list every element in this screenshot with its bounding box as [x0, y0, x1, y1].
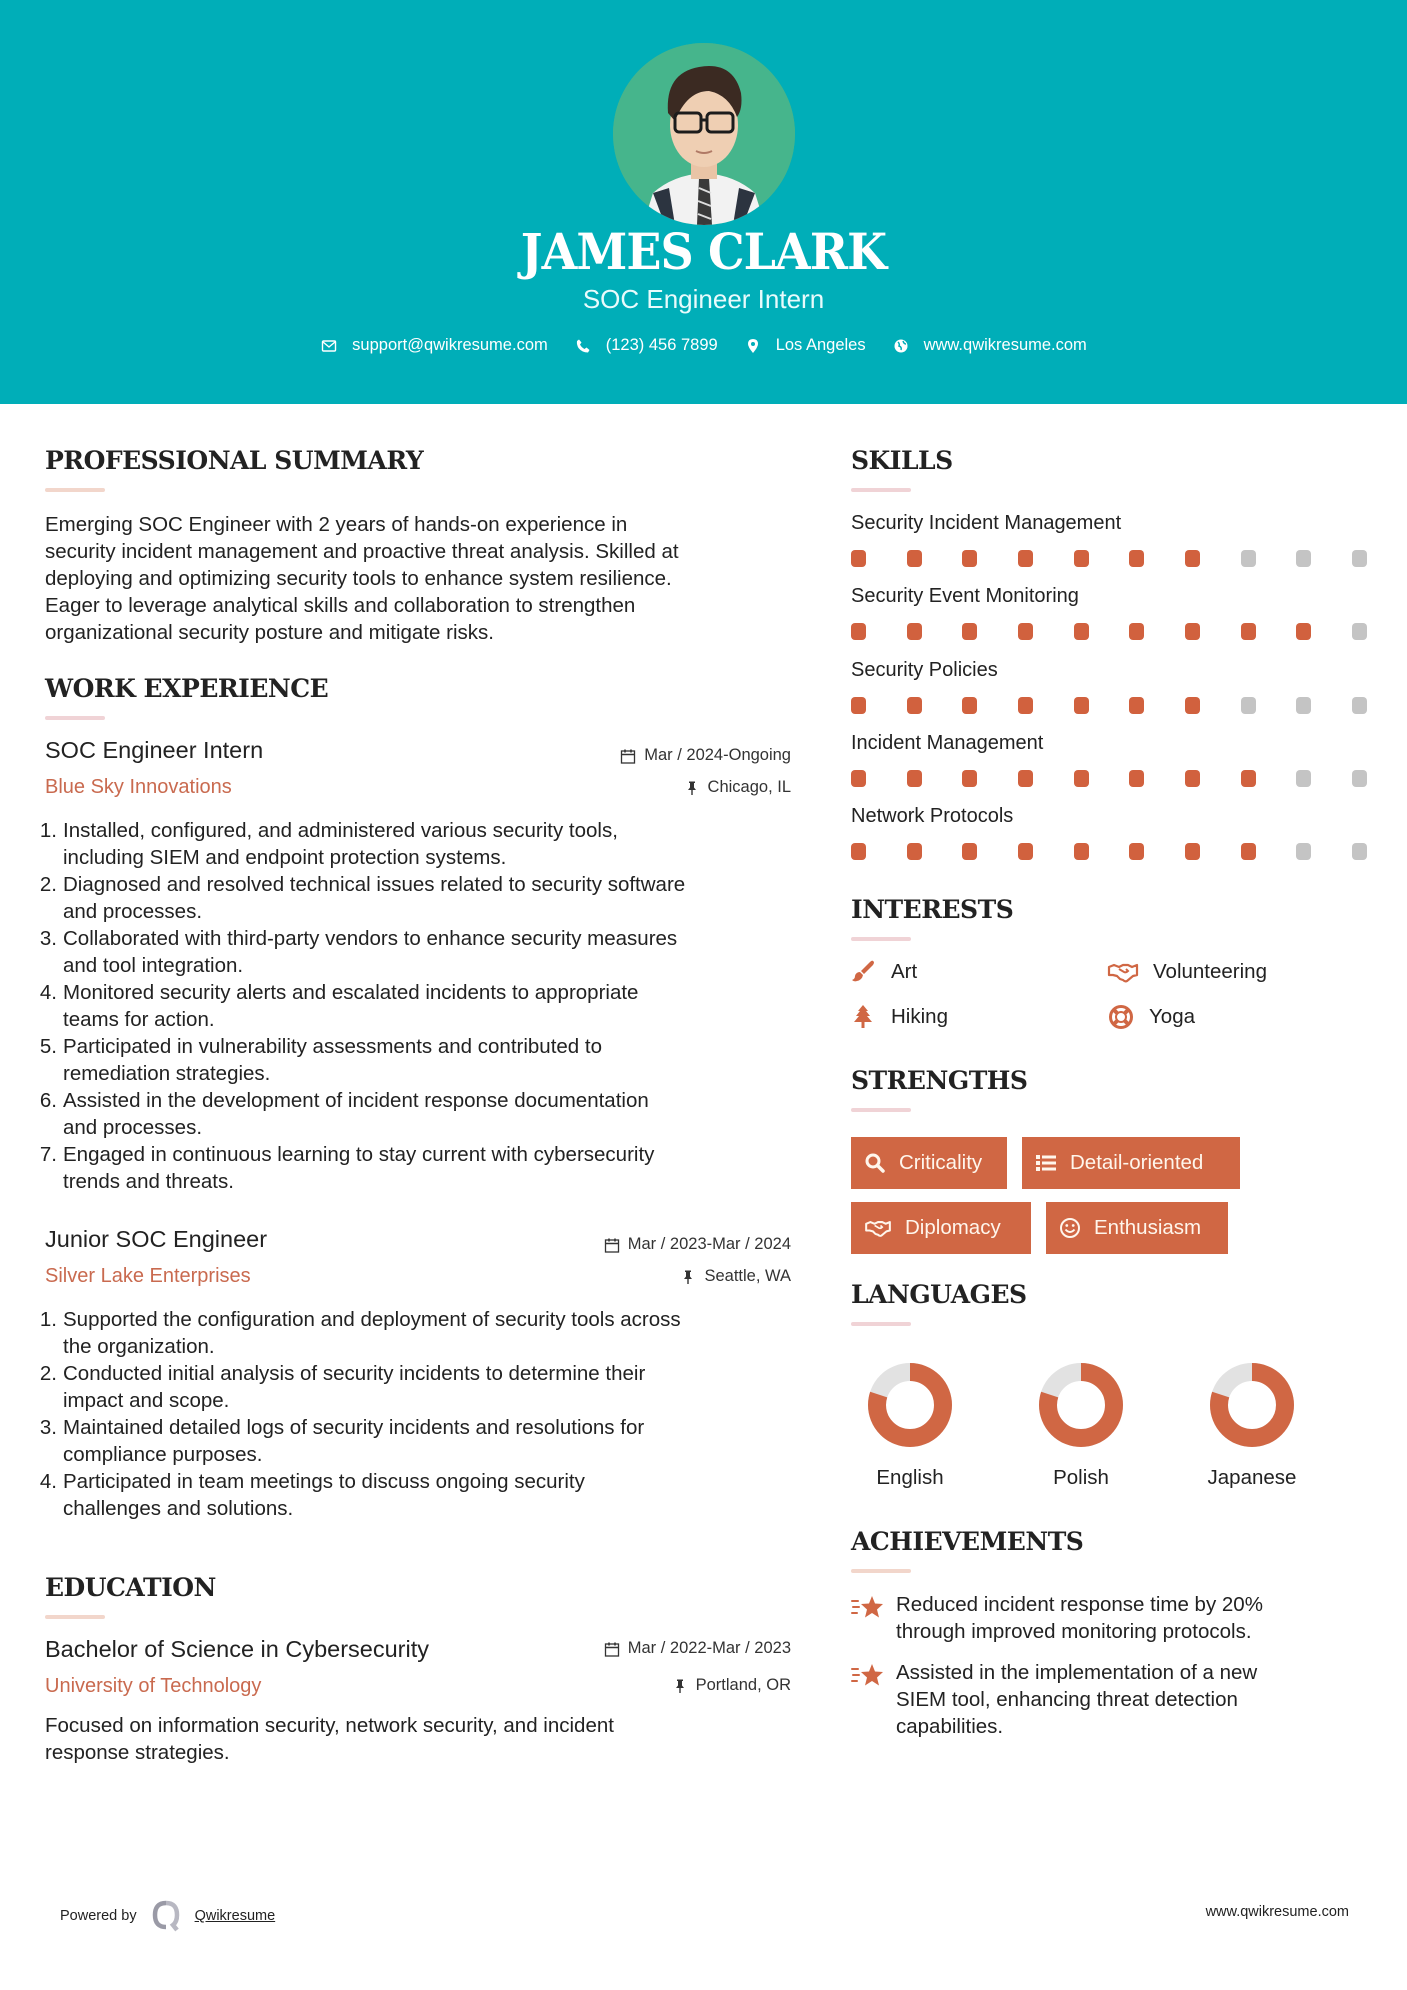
contact-bar: [0, 336, 1407, 355]
school-name: University of Technology: [45, 1675, 262, 1697]
contact-phone-text: (123) 456 7899: [605, 336, 718, 354]
job-dates-text: Mar / 2024-Ongoing: [644, 746, 791, 764]
language-donut-chart: [1036, 1360, 1126, 1450]
skill-dot-filled: [1018, 843, 1033, 860]
summary-line: Emerging SOC Engineer with 2 years of hands-on experience in: [45, 513, 628, 536]
skill-name: Security Incident Management: [851, 512, 1122, 534]
skill-dot-filled: [907, 623, 922, 640]
job-location: [680, 1267, 791, 1286]
skill-dot-filled: [907, 843, 922, 860]
skill-dot-filled: [851, 770, 866, 787]
skill-rating: [851, 843, 1367, 860]
skill-dot-filled: [1074, 623, 1089, 640]
skill-dot-filled: [1074, 550, 1089, 567]
skill-dot-filled: [907, 550, 922, 567]
achievement-item: Reduced incident response time by 20% through improved monitoring protocols.: [851, 1591, 1351, 1645]
skill-dot-filled: [1129, 697, 1144, 714]
skill-dot-filled: [1129, 550, 1144, 567]
section-divider: [851, 1108, 911, 1112]
section-title-education: EDUCATION: [45, 1573, 216, 1602]
skill-dot-empty: [1296, 770, 1311, 787]
skill-rating: [851, 770, 1367, 787]
section-title-summary: PROFESSIONAL SUMMARY: [45, 446, 424, 475]
company-name: Silver Lake Enterprises: [45, 1265, 251, 1287]
list-item: 3. Maintained detailed logs of security incidents and resolutions for compliance purposes.: [39, 1416, 645, 1466]
section-title-languages: LANGUAGES: [851, 1280, 1027, 1309]
skill-dot-filled: [1241, 843, 1256, 860]
candidate-name: JAMES CLARK: [520, 222, 887, 281]
contact-website-text: www.qwikresume.com: [923, 336, 1087, 354]
summary-text: [45, 511, 805, 646]
list-item: 1. Installed, configured, and administered various security tools, including SIEM and endpoint protection systems.: [39, 819, 618, 869]
skill-dot-filled: [907, 770, 922, 787]
map-marker-icon: [744, 337, 762, 355]
thumbtack-icon: [684, 780, 700, 796]
skill-dot-filled: [1018, 623, 1033, 640]
language-name: Japanese: [1207, 1466, 1297, 1489]
skill-dot-empty: [1352, 843, 1367, 860]
section-title-achievements: ACHIEVEMENTS: [851, 1527, 1084, 1556]
life-ring-icon: [1107, 1004, 1135, 1030]
job-dates-text: Mar / 2023-Mar / 2024: [627, 1235, 791, 1253]
skill-dot-filled: [907, 697, 922, 714]
skill-rating: [851, 550, 1367, 567]
skill-dot-empty: [1296, 843, 1311, 860]
strength-chip: Criticality: [851, 1137, 1007, 1189]
skill-rating: [851, 697, 1367, 714]
section-title-strengths: STRENGTHS: [851, 1066, 1028, 1095]
contact-email[interactable]: [320, 336, 548, 355]
language-item: [1011, 1360, 1151, 1490]
thumbtack-icon: [680, 1269, 696, 1285]
summary-line: Eager to leverage analytical skills and collaboration to strengthen: [45, 594, 636, 617]
list-icon: [1034, 1151, 1058, 1175]
skill-dot-empty: [1352, 770, 1367, 787]
calendar-icon: [620, 748, 636, 764]
skill-dot-filled: [1185, 843, 1200, 860]
language-item: [840, 1360, 980, 1490]
skill-dot-filled: [1185, 697, 1200, 714]
thumbtack-icon: [672, 1678, 688, 1694]
paint-brush-icon: [849, 959, 877, 985]
contact-phone[interactable]: [574, 336, 718, 355]
skill-dot-empty: [1241, 550, 1256, 567]
section-divider: [45, 716, 105, 720]
skill-dot-filled: [851, 697, 866, 714]
skill-dot-filled: [851, 623, 866, 640]
section-divider: [851, 488, 911, 492]
list-item: 7. Engaged in continuous learning to stay current with cybersecurity trends and threats.: [39, 1143, 655, 1193]
degree-title: Bachelor of Science in Cybersecurity: [45, 1636, 430, 1662]
skill-dot-filled: [962, 550, 977, 567]
skill-dot-filled: [1185, 550, 1200, 567]
skill-name: Security Policies: [851, 659, 998, 681]
skill-dot-filled: [1296, 623, 1311, 640]
envelope-icon: [320, 337, 338, 355]
skill-dot-filled: [962, 697, 977, 714]
list-item: 2. Diagnosed and resolved technical issues related to security software and processes.: [39, 873, 686, 923]
job-title: SOC Engineer Intern: [45, 737, 264, 763]
job-title: Junior SOC Engineer: [45, 1226, 268, 1252]
footer-powered-by: [60, 1900, 275, 1932]
education-dates-text: Mar / 2022-Mar / 2023: [627, 1639, 791, 1657]
section-divider: [45, 488, 105, 492]
strength-chip: Enthusiasm: [1046, 1202, 1228, 1254]
skill-dot-filled: [1185, 770, 1200, 787]
skill-dot-filled: [851, 550, 866, 567]
section-divider: [851, 937, 911, 941]
skill-dot-filled: [962, 770, 977, 787]
skill-dot-filled: [1241, 770, 1256, 787]
star-icon: [851, 1661, 885, 1691]
language-name: Polish: [1053, 1466, 1109, 1489]
education-dates: [604, 1639, 791, 1658]
search-icon: [863, 1151, 887, 1175]
skill-dot-filled: [1074, 697, 1089, 714]
skill-dot-filled: [1018, 550, 1033, 567]
skill-dot-filled: [962, 843, 977, 860]
list-item: 1. Supported the configuration and deployment of security tools across the organization.: [39, 1308, 681, 1358]
skill-dot-filled: [1241, 623, 1256, 640]
skill-dot-filled: [851, 843, 866, 860]
interest-item: Yoga: [1107, 1004, 1195, 1030]
education-location-text: Portland, OR: [695, 1676, 791, 1694]
skill-dot-filled: [1074, 770, 1089, 787]
smile-icon: [1058, 1216, 1082, 1240]
footer-url[interactable]: www.qwikresume.com: [1205, 1904, 1349, 1920]
skill-dot-filled: [1129, 843, 1144, 860]
candidate-title: SOC Engineer Intern: [582, 284, 825, 314]
education-description: Focused on information security, network security, and incident response strategies.: [45, 1714, 614, 1764]
contact-location: [744, 336, 866, 355]
globe-icon: [892, 337, 910, 355]
skill-name: Incident Management: [851, 732, 1044, 754]
section-divider: [45, 1615, 105, 1619]
job-responsibilities: [36, 817, 796, 1195]
summary-line: organizational security posture and mitigate risks.: [45, 621, 494, 644]
skill-rating: [851, 623, 1367, 640]
star-icon: [851, 1593, 885, 1623]
job-location-text: Seattle, WA: [704, 1267, 791, 1285]
language-donut-chart: [865, 1360, 955, 1450]
list-item: 3. Collaborated with third-party vendors to enhance security measures and tool integration.: [39, 927, 678, 977]
list-item: 6. Assisted in the development of incident response documentation and processes.: [39, 1089, 649, 1139]
skill-dot-filled: [1185, 623, 1200, 640]
skill-dot-filled: [962, 623, 977, 640]
tree-icon: [849, 1004, 877, 1030]
company-name: Blue Sky Innovations: [45, 776, 232, 798]
strength-chip: Diplomacy: [851, 1202, 1031, 1254]
skill-dot-filled: [1074, 843, 1089, 860]
list-item: 5. Participated in vulnerability assessments and contributed to remediation strategies.: [39, 1035, 602, 1085]
list-item: 4. Monitored security alerts and escalated incidents to appropriate teams for action.: [39, 981, 639, 1031]
interest-item: Volunteering: [1107, 959, 1267, 985]
powered-by-label: Powered by: [60, 1908, 137, 1924]
section-divider: [851, 1569, 911, 1573]
job-dates: [604, 1235, 791, 1254]
strength-chip: Detail-oriented: [1022, 1137, 1240, 1189]
phone-icon: [574, 337, 592, 355]
calendar-icon: [604, 1641, 620, 1657]
handshake-icon: [863, 1216, 893, 1240]
profile-photo: [613, 43, 795, 225]
qwikresume-link[interactable]: Qwikresume: [194, 1908, 276, 1924]
job-location-text: Chicago, IL: [707, 778, 791, 796]
skill-dot-empty: [1352, 697, 1367, 714]
skill-name: Security Event Monitoring: [851, 585, 1079, 607]
job-responsibilities: [36, 1306, 796, 1522]
summary-line: security incident management and proactive threat analysis. Skilled at: [45, 540, 679, 563]
skill-name: Network Protocols: [851, 805, 1014, 827]
skill-dot-empty: [1241, 697, 1256, 714]
interest-item: Art: [849, 959, 917, 985]
section-title-experience: WORK EXPERIENCE: [45, 674, 329, 703]
person-photo-icon: [613, 43, 795, 225]
skill-dot-empty: [1296, 550, 1311, 567]
job-location: [684, 778, 791, 797]
skill-dot-empty: [1296, 697, 1311, 714]
education-location: [672, 1676, 791, 1695]
summary-line: deploying and optimizing security tools to enhance system resilience.: [45, 567, 672, 590]
list-item: 4. Participated in team meetings to discuss ongoing security challenges and solutions.: [39, 1470, 585, 1520]
achievement-item: Assisted in the implementation of a new SIEM tool, enhancing threat detection capabilities.: [851, 1659, 1351, 1740]
skill-dot-empty: [1352, 623, 1367, 640]
skill-dot-filled: [1018, 770, 1033, 787]
skill-dot-filled: [1129, 770, 1144, 787]
section-title-skills: SKILLS: [851, 446, 953, 475]
skill-dot-filled: [1129, 623, 1144, 640]
contact-website[interactable]: [892, 336, 1087, 355]
interest-item: Hiking: [849, 1004, 948, 1030]
language-item: [1182, 1360, 1322, 1490]
qwikresume-logo-icon: [151, 1900, 181, 1932]
handshake-icon: [1107, 959, 1139, 985]
list-item: 2. Conducted initial analysis of security incidents to determine their impact and scope.: [39, 1362, 646, 1412]
skill-dot-empty: [1352, 550, 1367, 567]
section-title-interests: INTERESTS: [851, 895, 1014, 924]
contact-email-text: support@qwikresume.com: [352, 336, 548, 354]
job-dates: [620, 746, 791, 765]
skill-dot-filled: [1018, 697, 1033, 714]
language-donut-chart: [1207, 1360, 1297, 1450]
contact-location-text: Los Angeles: [775, 336, 866, 354]
calendar-icon: [604, 1237, 620, 1253]
language-name: English: [876, 1466, 944, 1489]
section-divider: [851, 1322, 911, 1326]
resume-header: [0, 0, 1407, 404]
